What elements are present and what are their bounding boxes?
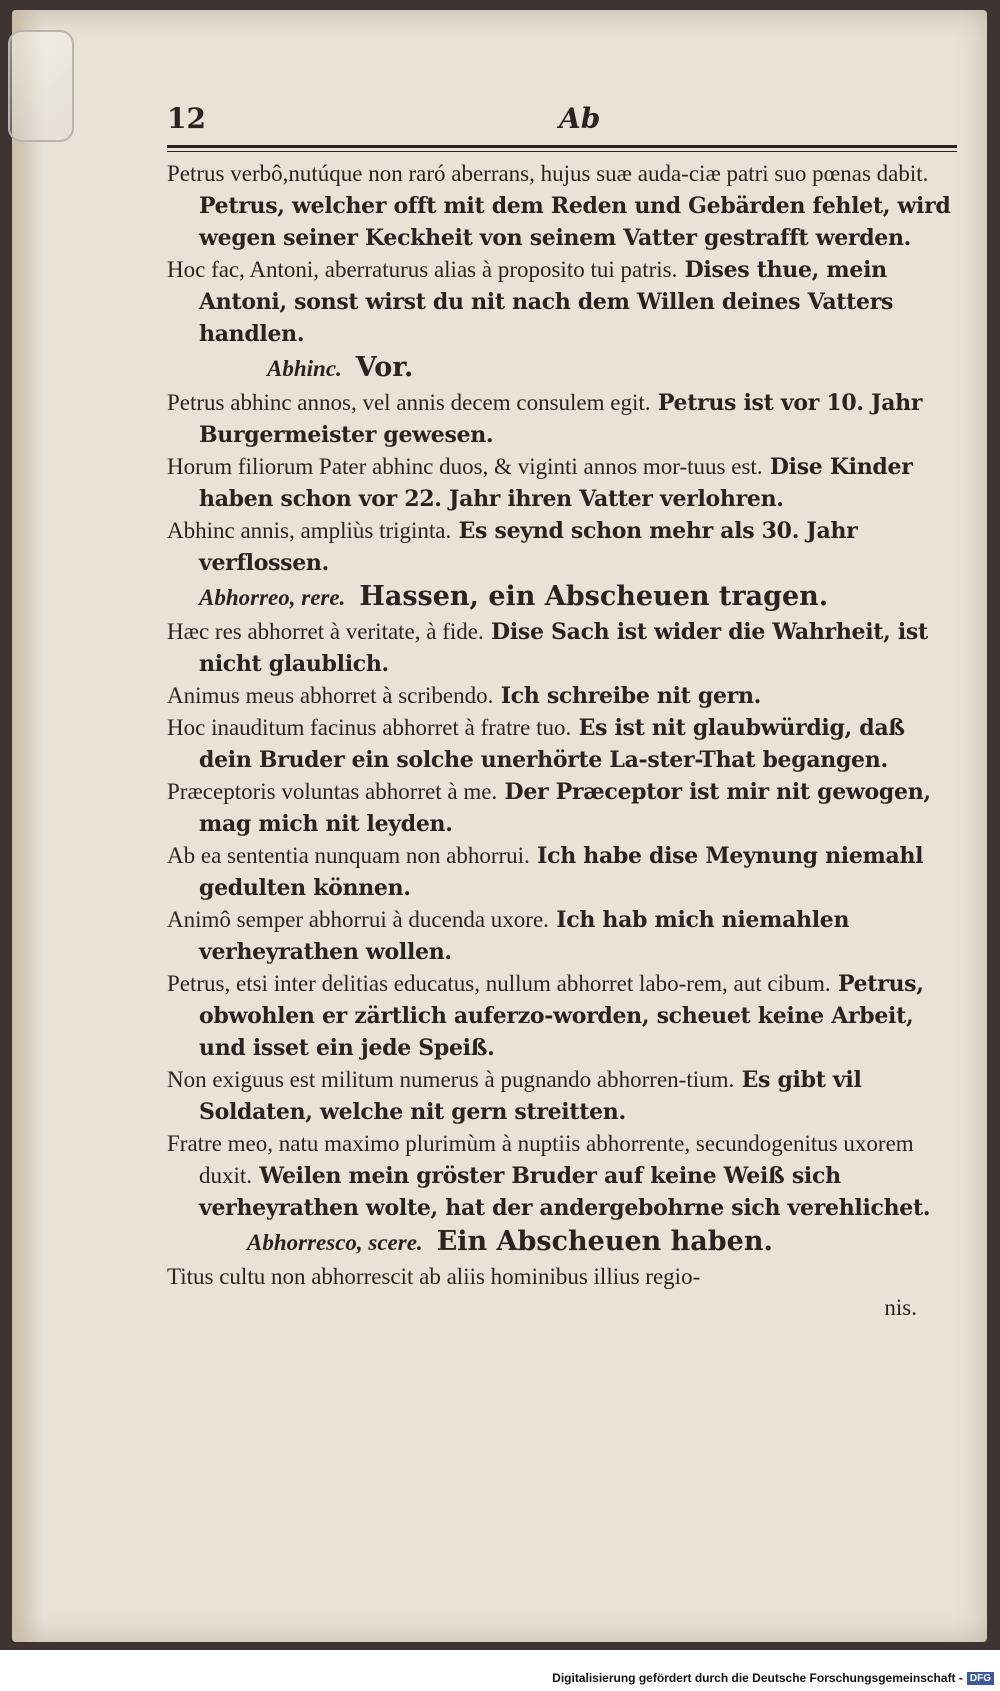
page-clip [8, 30, 74, 142]
digitization-footer [552, 1671, 994, 1685]
entry: Horum filiorum Pater abhinc duos, & viginti annos mor-tuus est. Dise Kinder haben schon vor 22. Jahr ihren Vatter verlohren. [167, 454, 913, 512]
entry: Hæc res abhorret à veritate, à fide. Dise Sach ist wider die Wahrheit, ist nicht glaublich. [167, 619, 928, 677]
entry: Animus meus abhorret à scribendo. Ich schreibe nit gern. [167, 683, 762, 709]
entry: Animô semper abhorrui à ducenda uxore. Ich hab mich niemahlen verheyrathen wollen. [167, 907, 850, 965]
entry-continuation: nis. [884, 1295, 917, 1320]
entry: Petrus verbô,nutúque non raró aberrans, hujus suæ auda-ciæ patri suo pœnas dabit. Petrus, welcher offt mit dem Reden und Gebärden fehlet, wird wegen seiner Keckheit von seinem Vatter gestrafft werden. [167, 161, 951, 251]
headword: Abhinc. Vor. [267, 352, 414, 383]
entry: Præceptoris voluntas abhorret à me. Der Præceptor ist mir nit gewogen, mag mich nit leyden. [167, 779, 931, 837]
book-page [12, 10, 987, 1642]
headword: Abhorreo, rere. Hassen, ein Abscheuen tragen. [199, 581, 829, 612]
entry: Hoc fac, Antoni, aberraturus alias à proposito tui patris. Dises thue, mein Antoni, sonst wirst du nit nach dem Willen deines Vatters handlen. [167, 257, 894, 347]
page-content [167, 100, 957, 1323]
entry: Titus cultu non abhorrescit ab aliis hominibus illius regio- [167, 1264, 701, 1289]
entry: Fratre meo, natu maximo plurimùm à nuptiis abhorrente, secundogenitus uxorem duxit. Weilen mein gröster Bruder auf keine Weiß sich verheyrathen wolte, hat der andergebohrne sich verehlichet. [167, 1131, 931, 1221]
dfg-logo: DFG [967, 1672, 994, 1685]
footer-text: Digitalisierung gefördert durch die Deutsche Forschungsgemeinschaft - [552, 1671, 963, 1685]
running-head: Ab [559, 102, 601, 135]
page-number: 12 [167, 102, 206, 135]
entry: Petrus abhinc annos, vel annis decem consulem egit. Petrus ist vor 10. Jahr Burgermeister gewesen. [167, 390, 923, 448]
entry: Petrus, etsi inter delitias educatus, nullum abhorret labo-rem, aut cibum. Petrus, obwohlen er zärtlich auferzo-worden, scheuet keine Arbeit, und isset ein jede Speiß. [167, 971, 924, 1061]
page-header [167, 100, 957, 142]
entry: Non exiguus est militum numerus à pugnando abhorren-tium. Es gibt vil Soldaten, welche nit gern streitten. [167, 1067, 862, 1125]
headword: Abhorresco, scere. Ein Abscheuen haben. [247, 1226, 773, 1257]
header-rule [167, 142, 957, 154]
entry: Ab ea sententia nunquam non abhorrui. Ich habe dise Meynung niemahl gedulten können. [167, 843, 924, 901]
entry: Abhinc annis, ampliùs triginta. Es seynd schon mehr als 30. Jahr verflossen. [167, 518, 858, 576]
entry: Hoc inauditum facinus abhorret à fratre tuo. Es ist nit glaubwürdig, daß dein Bruder ein solche unerhörte La-ster-That begangen. [167, 715, 905, 773]
page-gutter-shadow [12, 10, 42, 1642]
